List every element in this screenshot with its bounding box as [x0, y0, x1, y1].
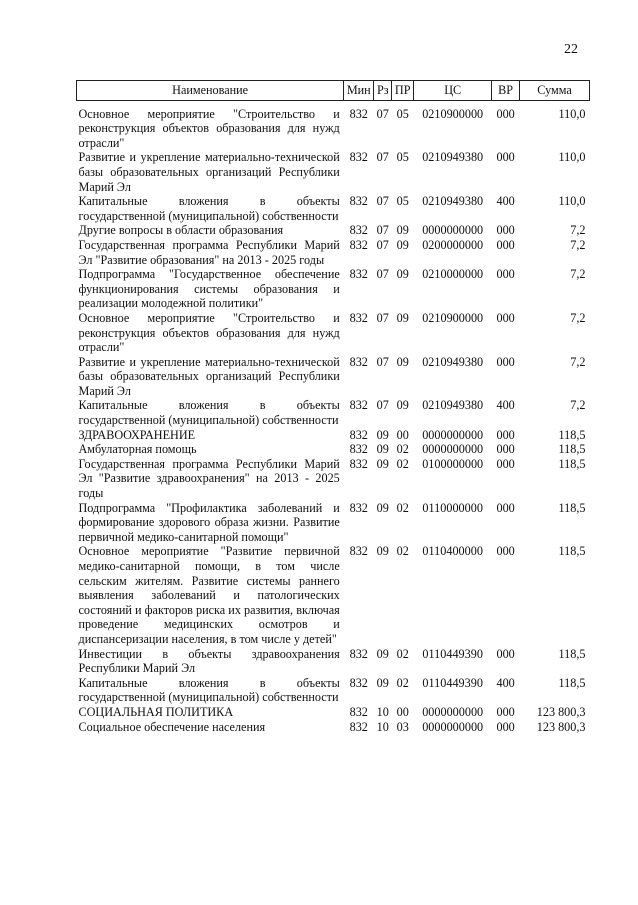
row-rz: 07 [376, 223, 389, 238]
row-pr: 02 [396, 646, 409, 661]
row-min: 832 [349, 675, 368, 690]
row-min: 832 [349, 719, 368, 734]
row-cs: 0000000000 [422, 223, 484, 238]
table-header-row [77, 81, 590, 101]
row-name: Основное мероприятие "Строительство и реконструкция объектов образования для нужд отрасли" [78, 106, 340, 150]
row-rz: 09 [376, 675, 389, 690]
table-row [77, 705, 590, 720]
table-row [77, 676, 590, 705]
row-min: 832 [349, 544, 368, 559]
row-name: Капитальные вложения в объекты государственной (муниципальной) собственности [78, 675, 340, 705]
row-sum: 110,0 [558, 106, 586, 121]
row-min: 832 [349, 354, 368, 369]
row-pr: 09 [396, 310, 409, 325]
row-rz: 07 [376, 150, 389, 165]
row-vr: 000 [496, 223, 515, 238]
row-min: 832 [349, 194, 368, 209]
row-vr: 000 [496, 646, 515, 661]
row-vr: 000 [496, 442, 515, 457]
row-sum: 110,0 [558, 150, 586, 165]
table-row [77, 223, 590, 238]
row-min: 832 [349, 646, 368, 661]
row-pr: 05 [396, 194, 409, 209]
row-name: Социальное обеспечение населения [78, 719, 266, 734]
table-row [77, 720, 590, 735]
row-pr: 02 [396, 675, 409, 690]
row-name: Капитальные вложения в объекты государственной (муниципальной) собственности [78, 194, 340, 223]
row-vr: 000 [496, 704, 515, 719]
row-sum: 7,2 [570, 237, 586, 252]
row-cs: 0110000000 [422, 500, 483, 515]
row-pr: 09 [396, 223, 409, 238]
row-vr: 000 [496, 544, 515, 559]
table-row [77, 457, 590, 501]
row-vr: 000 [496, 106, 515, 121]
row-pr: 00 [396, 427, 409, 442]
row-sum: 123 800,3 [536, 719, 586, 734]
row-pr: 02 [396, 456, 409, 471]
row-pr: 03 [396, 719, 409, 734]
row-cs: 0110449390 [422, 675, 483, 690]
row-pr: 09 [396, 398, 409, 413]
row-rz: 09 [376, 544, 389, 559]
row-pr: 09 [396, 237, 409, 252]
row-sum: 118,5 [558, 456, 586, 471]
row-cs: 0200000000 [422, 237, 484, 252]
row-rz: 09 [376, 646, 389, 661]
table-body [77, 100, 590, 734]
row-rz: 07 [376, 354, 389, 369]
row-rz: 07 [376, 310, 389, 325]
row-name: Развитие и укрепление материально-технической базы образовательных организаций Республики Марий Эл [78, 150, 340, 194]
row-vr: 000 [496, 150, 515, 165]
row-name: ЗДРАВООХРАНЕНИЕ [78, 427, 196, 442]
row-name: Амбулаторная помощь [78, 442, 197, 457]
row-rz: 09 [376, 442, 389, 457]
row-name: Государственная программа Республики Марий Эл "Развитие здравоохранения" на 2013 - 2025 годы [78, 456, 340, 501]
row-name: Основное мероприятие "Строительство и реконструкция объектов образования для нужд отрасли" [78, 310, 340, 355]
row-sum: 123 800,3 [536, 704, 586, 719]
table-row [77, 544, 590, 646]
header-name: Наименование [77, 81, 344, 101]
row-sum: 110,0 [558, 194, 586, 209]
row-name: Инвестиции в объекты здравоохранения Республики Марий Эл [78, 646, 340, 676]
row-pr: 09 [396, 267, 409, 282]
header-cs: ЦС [414, 81, 492, 101]
row-cs: 0210000000 [422, 267, 484, 282]
row-name: Подпрограмма "Профилактика заболеваний и формирование здорового образа жизни. Развитие первичной медико-санитарной помощи" [78, 500, 340, 544]
row-rz: 07 [376, 398, 389, 413]
row-min: 832 [349, 150, 368, 165]
row-pr: 05 [396, 106, 409, 121]
row-pr: 02 [396, 500, 409, 515]
row-rz: 07 [376, 106, 389, 121]
row-name: СОЦИАЛЬНАЯ ПОЛИТИКА [78, 704, 234, 719]
header-vr: ВР [492, 81, 520, 101]
header-min: Мин [344, 81, 374, 101]
row-vr: 000 [496, 237, 515, 252]
row-rz: 10 [376, 719, 389, 734]
row-cs: 0000000000 [422, 442, 484, 457]
row-cs: 0210900000 [422, 106, 484, 121]
page-number: 22 [564, 42, 578, 57]
row-min: 832 [349, 223, 368, 238]
row-pr: 05 [396, 150, 409, 165]
row-cs: 0000000000 [422, 427, 484, 442]
row-pr: 09 [396, 354, 409, 369]
row-min: 832 [349, 427, 368, 442]
row-vr: 400 [496, 194, 515, 209]
row-sum: 7,2 [570, 223, 586, 238]
row-min: 832 [349, 704, 368, 719]
row-vr: 400 [496, 675, 515, 690]
row-rz: 10 [376, 704, 389, 719]
table-row [77, 267, 590, 311]
table-row [77, 442, 590, 457]
row-sum: 7,2 [570, 310, 586, 325]
row-sum: 118,5 [558, 646, 586, 661]
table-row [77, 238, 590, 267]
row-vr: 400 [496, 398, 515, 413]
row-pr: 02 [396, 442, 409, 457]
row-name: Развитие и укрепление материально-технической базы образовательных организаций Республики Марий Эл [78, 354, 340, 398]
header-pr: ПР [392, 81, 414, 101]
row-name: Другие вопросы в области образования [78, 223, 284, 238]
row-rz: 07 [376, 237, 389, 252]
row-sum: 118,5 [558, 427, 586, 442]
table-row [77, 647, 590, 676]
row-sum: 7,2 [570, 354, 586, 369]
table-row [77, 398, 590, 427]
row-vr: 000 [496, 500, 515, 515]
row-cs: 0110449390 [422, 646, 483, 661]
row-vr: 000 [496, 719, 515, 734]
table-row [77, 501, 590, 545]
row-name: Капитальные вложения в объекты государственной (муниципальной) собственности [78, 398, 340, 428]
row-vr: 000 [496, 427, 515, 442]
row-vr: 000 [496, 456, 515, 471]
row-pr: 02 [396, 544, 409, 559]
row-pr: 00 [396, 704, 409, 719]
row-rz: 07 [376, 194, 389, 209]
row-cs: 0210949380 [422, 194, 484, 209]
table-row [77, 150, 590, 194]
row-min: 832 [349, 500, 368, 515]
row-min: 832 [349, 310, 368, 325]
row-cs: 0210949380 [422, 354, 484, 369]
table-row [77, 311, 590, 355]
header-sum: Сумма [520, 81, 590, 101]
row-vr: 000 [496, 267, 515, 282]
budget-table [76, 80, 590, 734]
row-sum: 7,2 [570, 267, 586, 282]
row-min: 832 [349, 237, 368, 252]
table-row [77, 194, 590, 223]
table-row [77, 428, 590, 443]
row-vr: 000 [496, 310, 515, 325]
row-cs: 0210949380 [422, 398, 484, 413]
row-cs: 0210949380 [422, 150, 484, 165]
row-min: 832 [349, 106, 368, 121]
row-cs: 0000000000 [422, 719, 484, 734]
row-rz: 09 [376, 456, 389, 471]
row-vr: 000 [496, 354, 515, 369]
row-min: 832 [349, 398, 368, 413]
row-name: Государственная программа Республики Марий Эл "Развитие образования" на 2013 - 2025 годы [78, 237, 340, 267]
table-row [77, 355, 590, 399]
row-min: 832 [349, 267, 368, 282]
row-sum: 118,5 [558, 675, 586, 690]
row-min: 832 [349, 442, 368, 457]
row-cs: 0000000000 [422, 704, 484, 719]
table-row [77, 100, 590, 150]
row-sum: 118,5 [558, 442, 586, 457]
row-rz: 07 [376, 267, 389, 282]
row-sum: 118,5 [558, 544, 586, 559]
row-cs: 0100000000 [422, 456, 484, 471]
row-name: Подпрограмма "Государственное обеспечение функционирования системы образования и реализации молодежной политики" [78, 267, 340, 311]
row-rz: 09 [376, 500, 389, 515]
header-rz: Рз [374, 81, 392, 101]
row-rz: 09 [376, 427, 389, 442]
row-sum: 118,5 [558, 500, 586, 515]
row-name: Основное мероприятие "Развитие первичной медико-санитарной помощи, в том числе сельским жителям. Развитие системы раннего выявления заболеваний и патологических состояний и факторов риска их развития, включая проведение медицинских осмотров и диспансеризации населения, в том числе у детей" [78, 544, 340, 646]
row-cs: 0110400000 [422, 544, 483, 559]
row-min: 832 [349, 456, 368, 471]
row-cs: 0210900000 [422, 310, 484, 325]
row-sum: 7,2 [570, 398, 586, 413]
